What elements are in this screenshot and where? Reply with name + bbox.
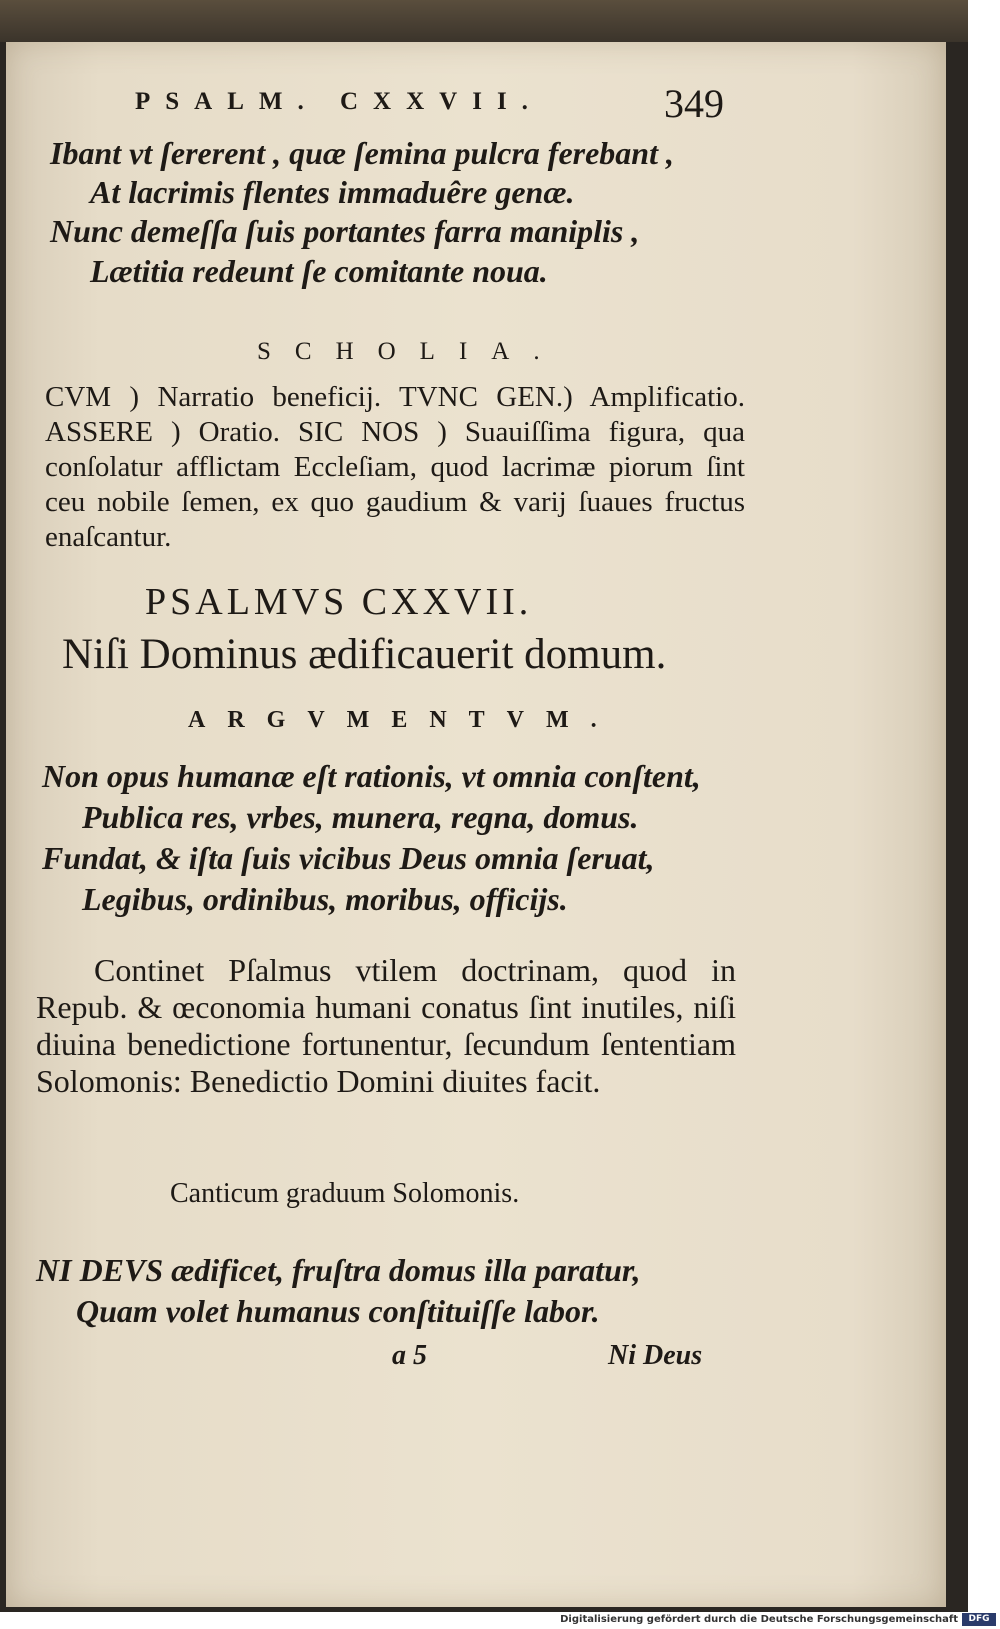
verse-line-3: Nunc demeſſa ſuis portantes farra maniplis , — [50, 213, 640, 249]
footer-credit: Digitalisierung gefördert durch die Deutsche Forschungsgemeinschaft — [560, 1614, 958, 1625]
book-edge — [0, 0, 968, 42]
running-head: PSALM. CXXVII. — [135, 88, 543, 115]
continet-paragraph: Continet Pſalmus vtilem doctrinam, quod in Repub. & œconomia humani conatus ſint inutiles, niſi diuina benedictione fortunentur, ſecundum ſententiam Solomonis: Benedictio Domini diuites facit. — [36, 952, 736, 1099]
verse-line-4: Lætitia redeunt ſe comitante noua. — [90, 253, 548, 289]
signature-mark: a 5 — [392, 1340, 427, 1371]
argumentum-verse-1: Non opus humanæ eſt rationis, vt omnia conſtent, — [42, 758, 701, 794]
argumentum-verse-4: Legibus, ordinibus, moribus, officijs. — [82, 881, 568, 917]
canticum-line: Canticum graduum Solomonis. — [170, 1178, 520, 1209]
verse-line-2: At lacrimis flentes immaduêre genæ. — [90, 174, 575, 210]
verse-line-1: Ibant vt ſererent , quæ ſemina pulcra ferebant , — [50, 135, 674, 171]
dfg-logo-icon: DFG — [962, 1613, 996, 1626]
psalm-title: PSALMVS CXXVII. — [145, 581, 533, 623]
scholia-heading: SCHOLIA. — [257, 338, 564, 365]
bottom-verse-2: Quam volet humanus conſtituiſſe labor. — [76, 1293, 600, 1329]
argumentum-heading: ARGVMENTVM. — [188, 707, 619, 733]
bottom-verse-1: NI DEVS ædificet, fruſtra domus illa paratur, — [36, 1252, 641, 1288]
page-number: 349 — [664, 81, 724, 126]
psalm-subtitle: Niſi Dominus ædificauerit domum. — [62, 631, 667, 678]
scholia-text: CVM ) Narratio beneficij. TVNC GEN.) Amplificatio. ASSERE ) Oratio. SIC NOS ) Suauiſſima figura, qua conſolatur afflictam Eccleſiam, quod lacrimæ piorum ſint ceu nobile ſemen, ex quo gaudium & varij ſuaues fructus enaſcantur. — [45, 381, 745, 553]
argumentum-verse-2: Publica res, vrbes, munera, regna, domus. — [82, 799, 639, 835]
catchword: Ni Deus — [608, 1340, 703, 1371]
argumentum-verse-3: Fundat, & iſta ſuis vicibus Deus omnia ſeruat, — [42, 840, 655, 876]
